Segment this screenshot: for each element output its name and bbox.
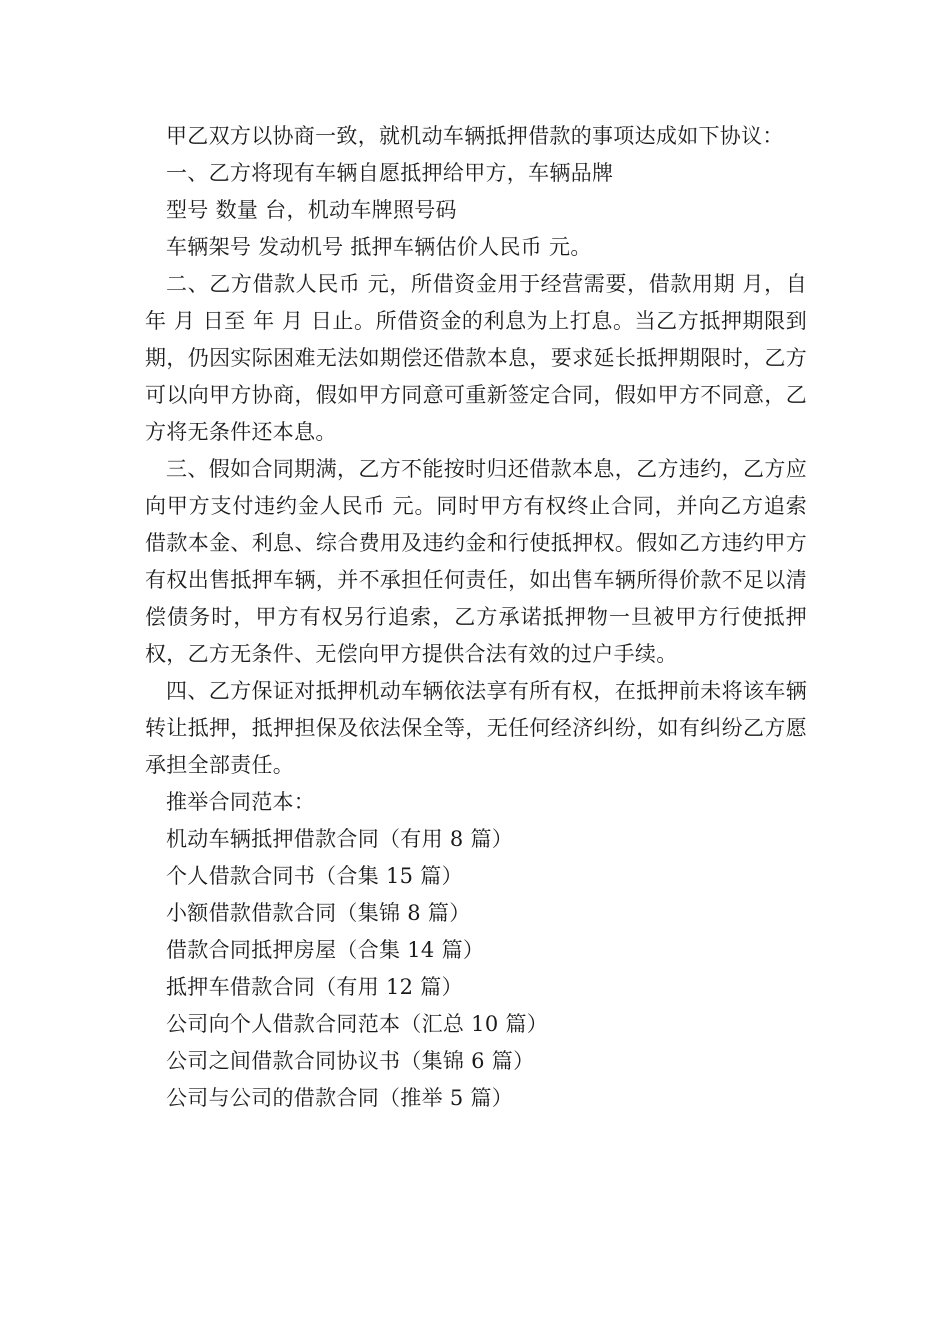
recommendation-list	[145, 821, 807, 1117]
recommendation-item[interactable]: 公司之间借款合同协议书（集锦 6 篇）	[166, 1049, 535, 1073]
recommendation-item[interactable]: 公司与公司的借款合同（推举 5 篇）	[166, 1086, 514, 1110]
clause-1-line-2: 型号 数量 台，机动车牌照号码	[166, 198, 457, 222]
recommendation-item[interactable]: 抵押车借款合同（有用 12 篇）	[166, 975, 463, 999]
clause-1-line-1: 一、乙方将现有车辆自愿抵押给甲方，车辆品牌	[166, 161, 614, 185]
clause-1-line-3: 车辆架号 发动机号 抵押车辆估价人民币 元。	[166, 235, 592, 259]
recommendation-item[interactable]: 借款合同抵押房屋（合集 14 篇）	[166, 938, 485, 962]
clause-4-paragraph: 四、乙方保证对抵押机动车辆依法享有所有权，在抵押前未将该车辆转让抵押，抵押担保及依法保全等，无任何经济纠纷，如有纠纷乙方愿承担全部责任。	[145, 679, 807, 777]
document-body	[145, 118, 807, 1117]
recommend-heading: 推举合同范本：	[166, 790, 316, 814]
recommendation-item[interactable]: 个人借款合同书（合集 15 篇）	[166, 864, 463, 888]
clause-2-paragraph: 二、乙方借款人民币 元，所借资金用于经营需要，借款用期 月，自 年 月 日至 年 月 日止。所借资金的利息为上打息。当乙方抵押期限到期，仍因实际困难无法如期偿还借款本息，要求延长抵押期限时，乙方可以向甲方协商，假如甲方同意可重新签定合同，假如甲方不同意，乙方将无条件还本息。	[145, 272, 807, 444]
recommendation-item[interactable]: 机动车辆抵押借款合同（有用 8 篇）	[166, 827, 514, 851]
recommendation-item[interactable]: 公司向个人借款合同范本（汇总 10 篇）	[166, 1012, 549, 1036]
recommendation-item[interactable]: 小额借款借款合同（集锦 8 篇）	[166, 901, 471, 925]
intro-paragraph: 甲乙双方以协商一致，就机动车辆抵押借款的事项达成如下协议：	[166, 124, 784, 148]
clause-3-paragraph: 三、假如合同期满，乙方不能按时归还借款本息，乙方违约，乙方应向甲方支付违约金人民币 元。同时甲方有权终止合同，并向乙方追索借款本金、利息、综合费用及违约金和行使抵押权。假如乙方违约甲方有权出售抵押车辆，并不承担任何责任，如出售车辆所得价款不足以清偿债务时，甲方有权另行追索，乙方承诺抵押物一旦被甲方行使抵押权，乙方无条件、无偿向甲方提供合法有效的过户手续。	[145, 457, 807, 666]
